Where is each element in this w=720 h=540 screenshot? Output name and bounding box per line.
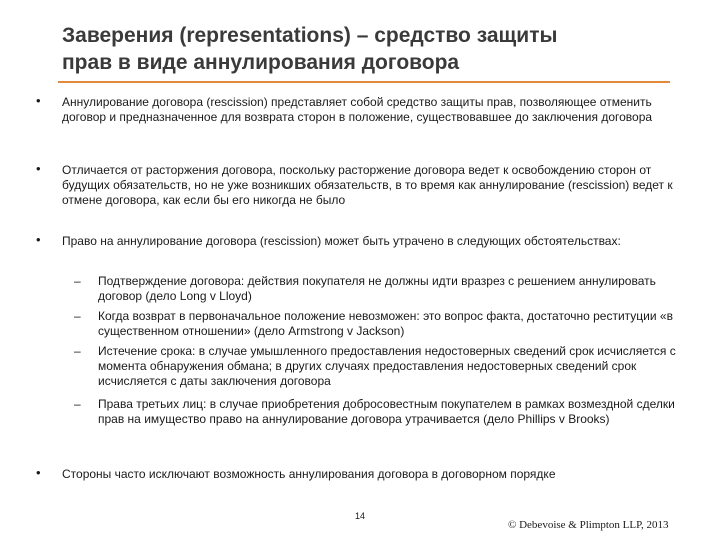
sub-text: Когда возврат в первоначальное положение невозможен: это вопрос факта, достаточно реституции «в существенном отношении» (дело Armstrong v Jackson)	[98, 309, 673, 338]
sub-text: Истечение срока: в случае умышленного предоставления недостоверных сведений срок исчисляется с момента обнаружения обмана; в других случаях предоставления недостоверных сведений срок исчисляется с даты заключения договора	[98, 344, 676, 388]
bullet-marker: •	[36, 161, 41, 176]
bullet-item	[36, 232, 684, 249]
bullet-text: Аннулирование договора (rescission) представляет собой средство защиты прав, позволяющее отменить договор и предназначенное для возврата сторон в положение, существовавшее до заключения договора	[62, 95, 653, 124]
sub-marker: –	[74, 274, 81, 288]
sub-marker: –	[74, 344, 81, 358]
sub-item	[74, 397, 684, 427]
title-line-2: прав в виде аннулирования договора	[62, 51, 460, 74]
copyright-notice: © Debevoise & Plimpton LLP, 2013	[508, 519, 669, 531]
bullet-marker: •	[36, 93, 41, 108]
bullet-marker: •	[36, 232, 41, 247]
slide-title	[62, 22, 682, 76]
bullet-text: Отличается от расторжения договора, поскольку расторжение договора ведет к освобождению сторон от будущих обязательств, но не уже возникших обязательств, в то время как аннулирование (rescission) ведет к отмене договора, как если бы его никогда не было	[62, 163, 673, 207]
sub-item	[74, 344, 684, 389]
bullet-marker: •	[36, 465, 41, 480]
sub-text: Права третьих лиц: в случае приобретения добросовестным покупателем в рамках возмездной сделки прав на имущество право на аннулирование договора утрачивается (дело Phillips v Brooks)	[98, 397, 675, 426]
bullet-text: Право на аннулирование договора (rescission) может быть утрачено в следующих обстоятельствах:	[62, 234, 621, 248]
sub-item	[74, 274, 684, 304]
sub-marker: –	[74, 397, 81, 411]
bullet-text: Стороны часто исключают возможность аннулирования договора в договорном порядке	[62, 467, 556, 481]
bullet-item	[36, 465, 684, 482]
sub-marker: –	[74, 309, 81, 323]
page-number: 14	[355, 511, 366, 521]
sub-item	[74, 309, 684, 339]
bullet-item	[36, 93, 684, 125]
title-underline	[58, 81, 670, 83]
sub-text: Подтверждение договора: действия покупателя не должны идти вразрез с решением аннулировать договор (дело Long v Lloyd)	[98, 274, 656, 303]
bullet-item	[36, 161, 684, 208]
title-line-1: Заверения (representations) – средство защиты	[62, 24, 558, 47]
